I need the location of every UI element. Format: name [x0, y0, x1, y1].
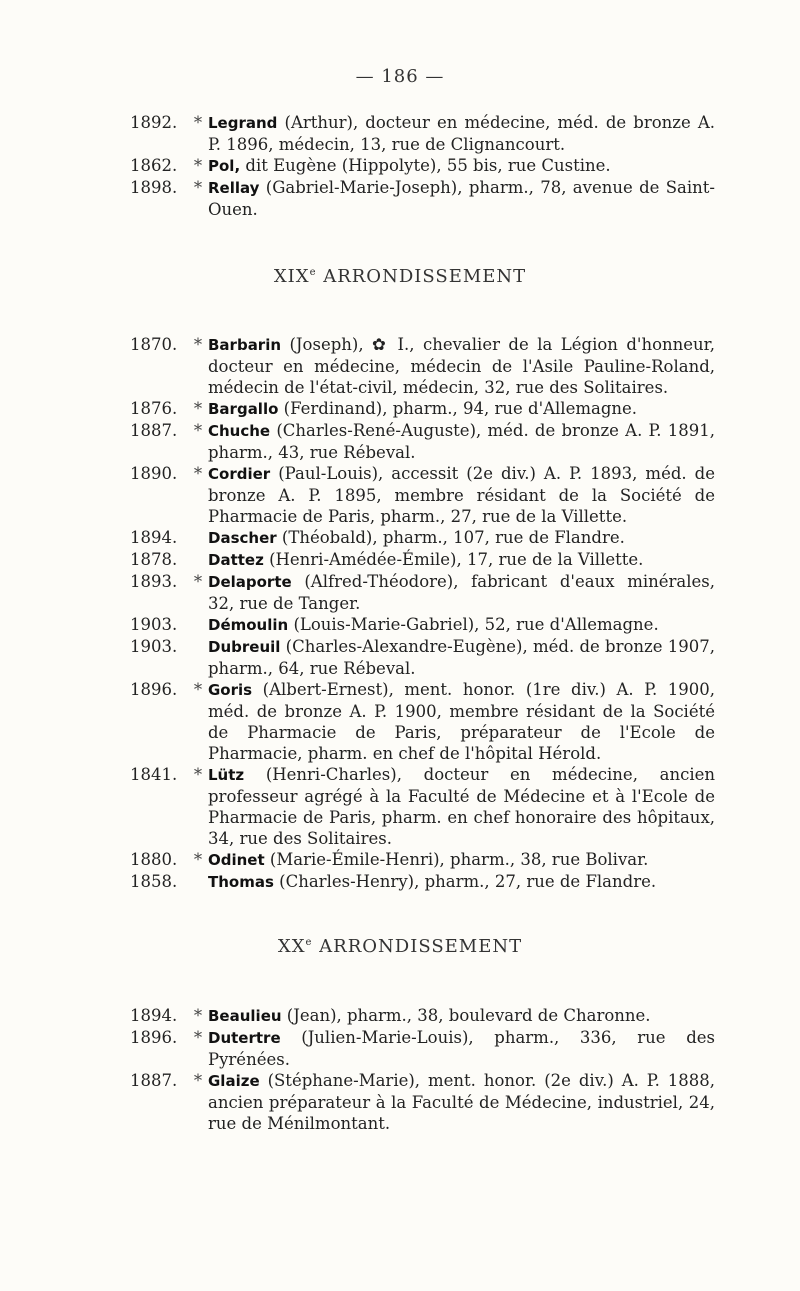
- heading-xx-arrondissement: [0, 936, 800, 957]
- directory-entry: [130, 549, 715, 571]
- entry-year: 1896.: [130, 680, 178, 699]
- entry-body: [208, 614, 715, 636]
- entry-star-marker: *: [193, 1028, 203, 1047]
- entry-year: 1858.: [130, 872, 178, 891]
- entry-details: (Charles-Alexandre-Eugène), méd. de bronze 1907, pharm., 64, rue Rébeval.: [208, 637, 715, 678]
- entry-body: [208, 398, 715, 420]
- entry-details: (Stéphane-Marie), ment. honor. (2e div.) A. P. 1888, ancien préparateur à la Faculté de Médecine, industriel, 24, rue de Ménilmontant.: [208, 1071, 715, 1133]
- entry-surname: Démoulin: [208, 616, 289, 634]
- entry-details: (Arthur), docteur en médecine, méd. de bronze A. P. 1896, médecin, 13, rue de Clignancourt.: [208, 113, 715, 154]
- entry-body: [208, 1070, 715, 1134]
- entry-body: [208, 527, 715, 549]
- directory-entry: [130, 571, 715, 614]
- section-continued-xviii: [130, 112, 715, 220]
- entry-year: 1841.: [130, 765, 178, 784]
- entry-details: (Ferdinand), pharm., 94, rue d'Allemagne.: [278, 399, 638, 418]
- entry-star-marker: *: [193, 421, 203, 440]
- entry-year: 1903.: [130, 615, 178, 634]
- entry-details: (Albert-Ernest), ment. honor. (1re div.) A. P. 1900, méd. de bronze A. P. 1900, membre résidant de la Société de Pharmacie de Paris, préparateur de l'Ecole de Pharmacie, pharm. en chef de l'hôpital Hérold.: [208, 680, 715, 763]
- entry-star-marker: *: [193, 335, 203, 354]
- directory-entry: [130, 398, 715, 420]
- entry-surname: Cordier: [208, 465, 271, 483]
- entry-body: [208, 177, 715, 220]
- heading-suffix: ARRONDISSEMENT: [312, 936, 523, 957]
- entry-body: [208, 112, 715, 155]
- entry-body: [208, 764, 715, 849]
- entry-details: (Charles-Henry), pharm., 27, rue de Flandre.: [273, 872, 657, 891]
- entry-year: 1876.: [130, 399, 178, 418]
- directory-entry: [130, 849, 715, 871]
- entry-details: (Louis-Marie-Gabriel), 52, rue d'Allemagne.: [288, 615, 659, 634]
- entry-body: [208, 679, 715, 764]
- entry-year: 1894.: [130, 528, 178, 547]
- entry-body: [208, 155, 715, 177]
- entry-body: [208, 334, 715, 398]
- heading-sup: e: [309, 267, 317, 278]
- entry-surname: Chuche: [208, 422, 271, 440]
- entry-body: [208, 463, 715, 527]
- directory-entry: [130, 614, 715, 636]
- entry-star-marker: *: [193, 765, 203, 784]
- entry-body: [208, 1005, 715, 1027]
- entry-star-marker: [188, 636, 208, 679]
- entry-star-marker: *: [193, 1071, 203, 1090]
- entry-details: (Paul-Louis), accessit (2e div.) A. P. 1893, méd. de bronze A. P. 1895, membre résidant de la Société de Pharmacie de Paris, pharm., 27, rue de la Villette.: [208, 464, 715, 526]
- entry-star-marker: *: [193, 1006, 203, 1025]
- entry-star-marker: *: [193, 178, 203, 197]
- entry-details: (Théobald), pharm., 107, rue de Flandre.: [276, 528, 625, 547]
- entry-details: (Alfred-Théodore), fabricant d'eaux minérales, 32, rue de Tanger.: [208, 572, 715, 613]
- entry-star-marker: [188, 871, 208, 893]
- entry-star-marker: *: [193, 850, 203, 869]
- directory-entry: [130, 112, 715, 155]
- entry-details: (Julien-Marie-Louis), pharm., 336, rue des Pyrénées.: [208, 1028, 715, 1069]
- entry-year: 1892.: [130, 113, 178, 132]
- entry-surname: Dubreuil: [208, 638, 281, 656]
- entry-year: 1893.: [130, 572, 178, 591]
- entry-year: 1894.: [130, 1006, 178, 1025]
- entry-year: 1890.: [130, 464, 178, 483]
- entry-surname: Dattez: [208, 551, 264, 569]
- entry-details: (Gabriel-Marie-Joseph), pharm., 78, avenue de Saint-Ouen.: [208, 178, 715, 219]
- directory-entry: [130, 463, 715, 527]
- entry-body: [208, 636, 715, 679]
- page-number: — 186 —: [355, 66, 445, 87]
- directory-entry: [130, 420, 715, 463]
- entry-details: (Charles-René-Auguste), méd. de bronze A. P. 1891, pharm., 43, rue Rébeval.: [208, 421, 715, 462]
- directory-entry: [130, 1027, 715, 1070]
- entry-surname: Bargallo: [208, 400, 279, 418]
- entry-surname: Odinet: [208, 851, 265, 869]
- entry-details: (Marie-Émile-Henri), pharm., 38, rue Bolivar.: [264, 850, 649, 869]
- entry-surname: Delaporte: [208, 573, 292, 591]
- entry-body: [208, 1027, 715, 1070]
- entry-year: 1887.: [130, 1071, 178, 1090]
- entry-details: dit Eugène (Hippolyte), 55 bis, rue Custine.: [240, 156, 611, 175]
- entry-surname: Glaize: [208, 1072, 260, 1090]
- entry-details: (Joseph), ✿ I., chevalier de la Légion d'honneur, docteur en médecine, médecin de l'Asile Pauline-Roland, médecin de l'état-civil, médecin, 32, rue des Solitaires.: [208, 335, 715, 397]
- entry-year: 1903.: [130, 637, 178, 656]
- entry-body: [208, 420, 715, 463]
- directory-entry: [130, 636, 715, 679]
- entry-surname: Pol,: [208, 157, 241, 175]
- directory-entry: [130, 334, 715, 398]
- entry-year: 1870.: [130, 335, 178, 354]
- directory-entry: [130, 679, 715, 764]
- entry-surname: Thomas: [208, 873, 274, 891]
- entry-surname: Barbarin: [208, 336, 282, 354]
- entry-star-marker: *: [193, 113, 203, 132]
- entry-body: [208, 871, 715, 893]
- entry-surname: Beaulieu: [208, 1007, 282, 1025]
- directory-entry: [130, 764, 715, 849]
- section-xx: [130, 1005, 715, 1134]
- entry-body: [208, 571, 715, 614]
- section-xix: [130, 334, 715, 893]
- directory-entry: [130, 1005, 715, 1027]
- heading-suffix: ARRONDISSEMENT: [316, 266, 527, 287]
- entry-year: 1880.: [130, 850, 178, 869]
- entry-star-marker: [188, 614, 208, 636]
- entry-body: [208, 849, 715, 871]
- entry-star-marker: *: [193, 680, 203, 699]
- directory-entry: [130, 177, 715, 220]
- entry-star-marker: [188, 549, 208, 571]
- entry-body: [208, 549, 715, 571]
- entry-surname: Dutertre: [208, 1029, 281, 1047]
- entry-details: (Jean), pharm., 38, boulevard de Charonne.: [281, 1006, 651, 1025]
- entry-year: 1896.: [130, 1028, 178, 1047]
- entry-year: 1862.: [130, 156, 178, 175]
- entry-star-marker: *: [193, 464, 203, 483]
- entry-year: 1898.: [130, 178, 178, 197]
- directory-entry: [130, 1070, 715, 1134]
- entry-star-marker: *: [193, 572, 203, 591]
- entry-year: 1887.: [130, 421, 178, 440]
- entry-star-marker: [188, 527, 208, 549]
- entry-surname: Lütz: [208, 766, 245, 784]
- entry-details: (Henri-Amédée-Émile), 17, rue de la Villette.: [263, 550, 644, 569]
- heading-prefix: XIX: [273, 266, 310, 287]
- entry-star-marker: *: [193, 156, 203, 175]
- heading-xix-arrondissement: [0, 266, 800, 287]
- entry-surname: Goris: [208, 681, 253, 699]
- directory-entry: [130, 871, 715, 893]
- entry-details: (Henri-Charles), docteur en médecine, ancien professeur agrégé à la Faculté de Médecine et à l'Ecole de Pharmacie de Paris, pharm. en chef honoraire des hôpitaux, 34, rue des Solitaires.: [208, 765, 715, 848]
- heading-sup: e: [305, 937, 313, 948]
- entry-surname: Dascher: [208, 529, 277, 547]
- entry-star-marker: *: [193, 399, 203, 418]
- heading-prefix: XX: [277, 936, 306, 957]
- entry-year: 1878.: [130, 550, 178, 569]
- entry-surname: Legrand: [208, 114, 278, 132]
- directory-entry: [130, 155, 715, 177]
- entry-surname: Rellay: [208, 179, 260, 197]
- directory-entry: [130, 527, 715, 549]
